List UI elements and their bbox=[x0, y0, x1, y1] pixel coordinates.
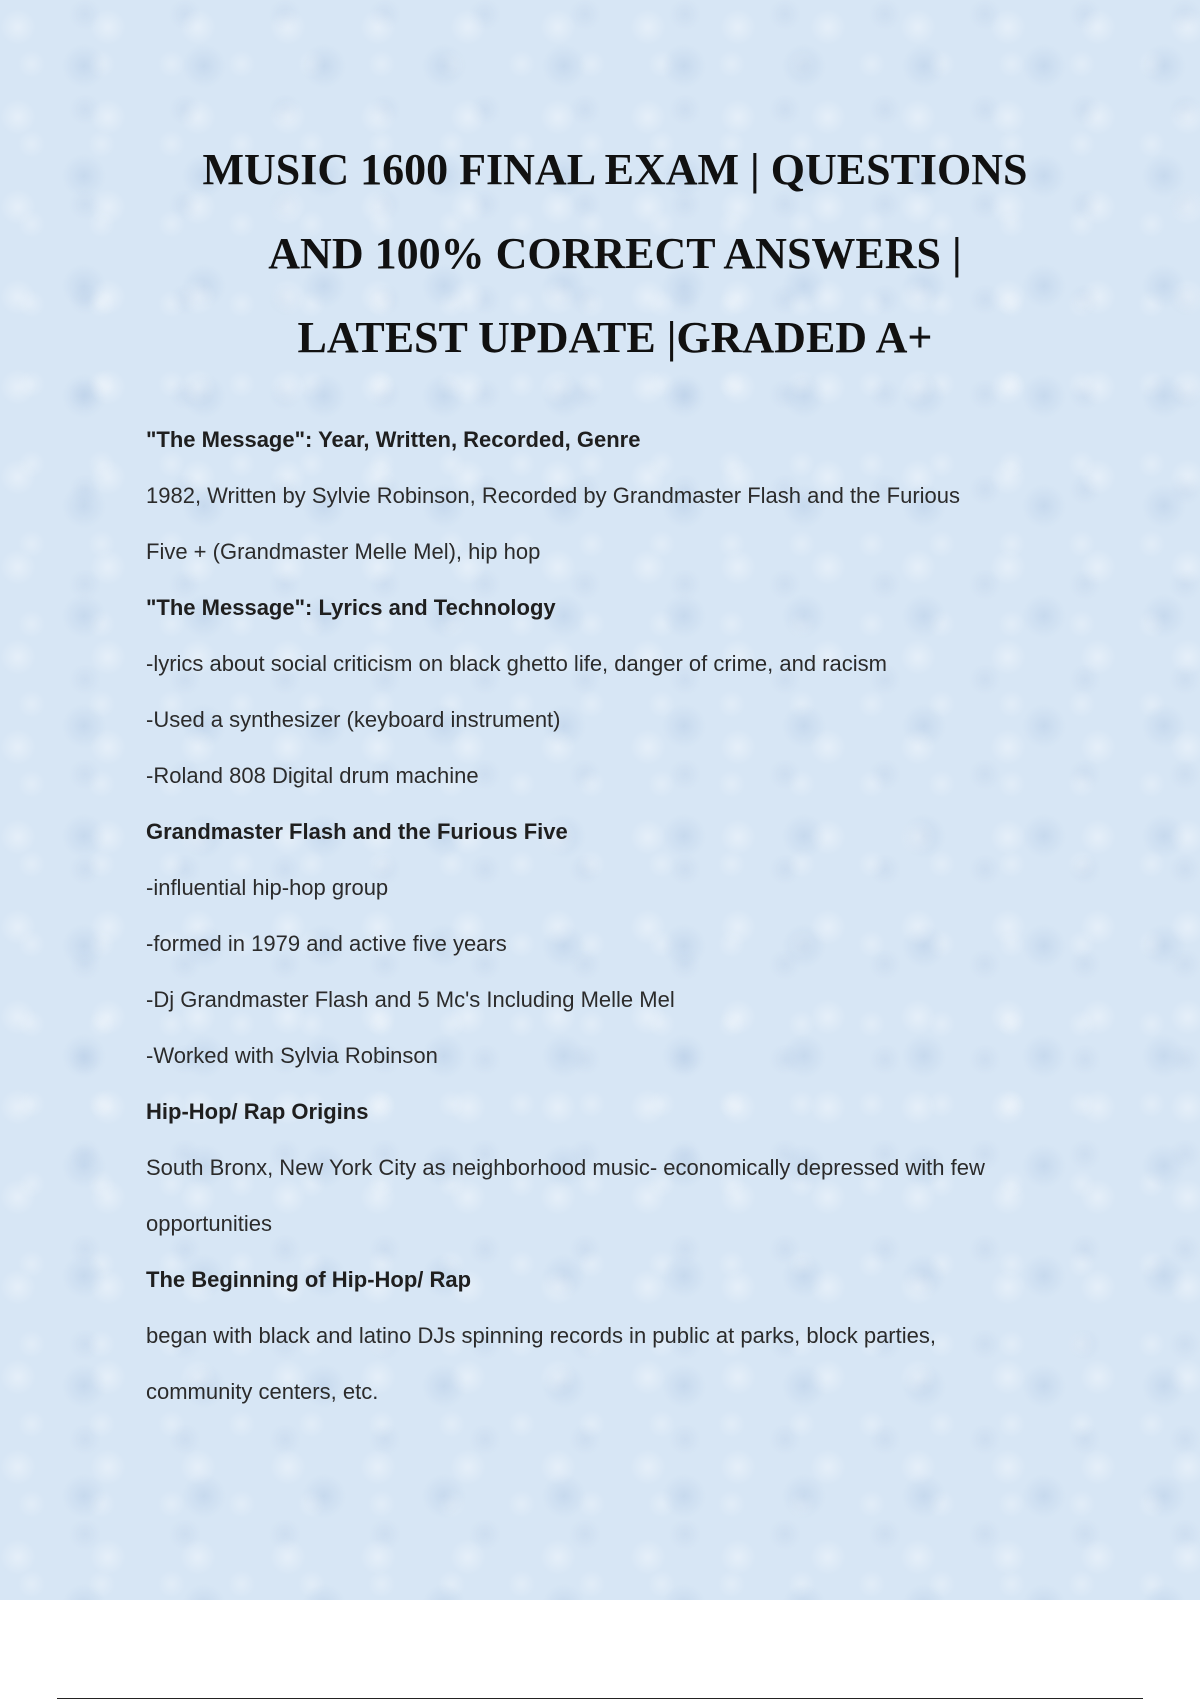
answer-line: began with black and latino DJs spinning records in public at parks, block parties, bbox=[146, 1323, 936, 1348]
answer-line: 1982, Written by Sylvie Robinson, Recorded by Grandmaster Flash and the Furious bbox=[146, 483, 960, 508]
answer-line: -formed in 1979 and active five years bbox=[146, 931, 507, 956]
question-heading: "The Message": Year, Written, Recorded, Genre bbox=[146, 427, 641, 452]
answer-line: -Roland 808 Digital drum machine bbox=[146, 763, 479, 788]
answer-line: Five + (Grandmaster Melle Mel), hip hop bbox=[146, 539, 541, 564]
answer-line: South Bronx, New York City as neighborhood music- economically depressed with few bbox=[146, 1155, 985, 1180]
question-heading: Grandmaster Flash and the Furious Five bbox=[146, 819, 568, 844]
title-line-2: AND 100% CORRECT ANSWERS | bbox=[268, 229, 962, 278]
document-title bbox=[100, 128, 1130, 380]
title-line-3: LATEST UPDATE |GRADED A+ bbox=[297, 313, 933, 362]
answer-line: -Dj Grandmaster Flash and 5 Mc's Including Melle Mel bbox=[146, 987, 675, 1012]
document-body bbox=[146, 412, 1106, 1420]
answer-line: -lyrics about social criticism on black ghetto life, danger of crime, and racism bbox=[146, 651, 887, 676]
answer-line: opportunities bbox=[146, 1211, 272, 1236]
answer-line: -influential hip-hop group bbox=[146, 875, 389, 900]
question-heading: The Beginning of Hip-Hop/ Rap bbox=[146, 1267, 472, 1292]
question-heading: Hip-Hop/ Rap Origins bbox=[146, 1099, 369, 1124]
answer-line: -Worked with Sylvia Robinson bbox=[146, 1043, 438, 1068]
title-line-1: MUSIC 1600 FINAL EXAM | QUESTIONS bbox=[202, 145, 1028, 194]
answer-line: community centers, etc. bbox=[146, 1379, 379, 1404]
question-heading: "The Message": Lyrics and Technology bbox=[146, 595, 556, 620]
footer-divider bbox=[57, 1698, 1143, 1699]
answer-line: -Used a synthesizer (keyboard instrument) bbox=[146, 707, 561, 732]
